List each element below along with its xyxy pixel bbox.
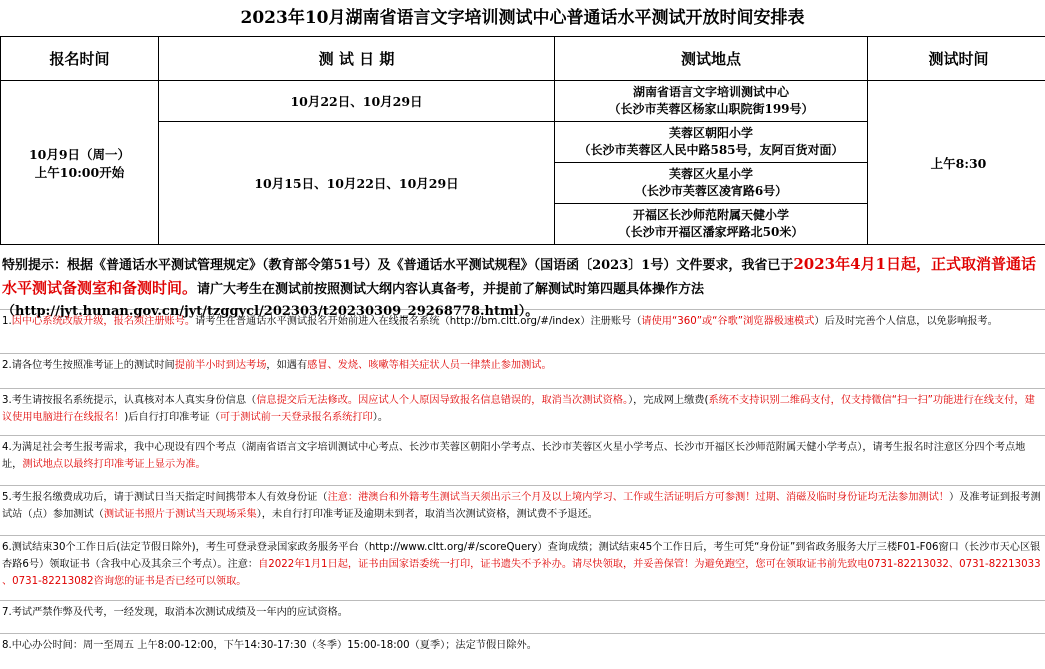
item-text: )后自行打印准考证（ (124, 412, 220, 423)
special-notice (0, 245, 1045, 319)
item-text: 6.测试结束30个工作日后(法定节假日除外)，考生可登录登录国家政务服务平台（http://www.cltt.org/#/scoreQuery）查询成绩；测试结束45个工作日后，考生可凭“身份证”到省政务服务大厅三楼F01-F06窗口（长沙市天心区银杏路6号）领取证书（含我中心及其余三个考点）。注意： (2, 542, 1041, 570)
test-time-cell: 上午8:30 (868, 81, 1045, 245)
item-highlight: 注意：港澳台和外籍考生测试当天须出示三个月及以上境内学习、工作或生活证明后方可参测！过期、消磁及临时身份证均无法参加测试！ (327, 492, 949, 503)
item-highlight: 感冒、发烧、咳嗽等相关症状人员一律禁止参加测试。 (307, 360, 552, 371)
notice-item-2 (0, 353, 1045, 388)
location-cell (555, 122, 868, 163)
table-row (1, 81, 1045, 122)
header-test-time: 测试时间 (868, 37, 1045, 81)
notice-item-5 (0, 485, 1045, 535)
test-dates-others: 10月15日、10月22日、10月29日 (159, 122, 555, 245)
location-name: 湖南省语言文字培训测试中心 (632, 85, 789, 99)
item-text: ），未自行打印准考证及逾期未到者，取消当次测试资格，测试费不予退还。 (256, 509, 598, 520)
item-text: 3.考生请按报名系统提示，认真核对本人真实身份信息（ (2, 395, 257, 406)
item-text: ），完成网上缴费( (628, 395, 709, 406)
location-cell (555, 163, 868, 204)
location-address: （长沙市开福区潘家坪路北50米） (618, 225, 804, 239)
item-highlight: 系统不支持识别二维码支付，仅支持微信“扫一扫”功能进行在线支付，建议使用电脑进行在线报名！ (2, 395, 1035, 423)
location-name: 芙蓉区朝阳小学 (668, 126, 753, 140)
notice-text: 特别提示：根据《普通话水平测试管理规定》（教育部令第51号）及《普通话水平测试规程》（国语函〔2023〕1号）文件要求，我省已于 (2, 258, 794, 273)
item-text: ）及准考证到报考测试站（点）参加测试（ (2, 492, 1041, 520)
item-text: 2.请各位考生按照准考证上的测试时间 (2, 360, 175, 371)
item-text: 7.考试严禁作弊及代考，一经发现，取消本次测试成绩及一年内的应试资格。 (2, 607, 348, 618)
page-title: 2023年10月湖南省语言文字培训测试中心普通话水平测试开放时间安排表 (240, 8, 805, 28)
item-text: ，如遇有 (266, 360, 308, 371)
notice-item-4 (0, 435, 1045, 485)
header-reg-time: 报名时间 (1, 37, 159, 81)
item-highlight: 测试地点以最终打印准考证上显示为准。 (22, 459, 206, 470)
item-text: 8.中心办公时间：周一至周五 上午8:00-12:00，下午14:30-17:30（冬季）15:00-18:00（夏季）；法定节假日除外。 (2, 640, 537, 651)
location-name: 芙蓉区火星小学 (668, 167, 753, 181)
item-text: ）。 (372, 412, 389, 423)
item-highlight: 信息提交后无法修改。因应试人个人原因导致报名信息错误的，取消当次测试资格。 (256, 395, 629, 406)
item-text: 1. (2, 316, 12, 327)
item-highlight: 提前半小时到达考场 (174, 360, 267, 371)
test-dates-center: 10月22日、10月29日 (159, 81, 555, 122)
notice-text: 请广大考生在测试前按照测试大纲内容认真备考，并提前了解测试时第四题具体操作方法（http://jyt.hunan.gov.cn/jyt/tzggycl/202303/t20230309_29268778.html）。 (2, 282, 705, 319)
location-address: （长沙市芙蓉区凌宵路6号） (634, 184, 788, 198)
registration-start: 上午10:00开始 (34, 164, 125, 180)
item-highlight: 可于测试前一天登录报名系统打印 (219, 412, 373, 423)
notice-highlight: 2023年4月1日起，正式取消普通话水平测试备测室和备测时间。 (2, 255, 1036, 297)
notice-item-3 (0, 388, 1045, 435)
header-test-date: 测 试 日 期 (159, 37, 555, 81)
item-text: ）后及时完善个人信息，以免影响报考。 (814, 316, 998, 327)
schedule-table (0, 36, 1045, 245)
item-highlight: 因中心系统改版升级，报名须注册账号。 (11, 316, 196, 327)
item-text: 4.为满足社会考生报考需求，我中心现设有四个考点（湖南省语言文字培训测试中心考点、长沙市芙蓉区朝阳小学考点、长沙市芙蓉区火星小学考点、长沙市开福区长沙师范附属天健小学考点），请考生报名时注意区分四个考点地址， (2, 442, 1026, 470)
item-highlight: 请使用“360”或“谷歌”浏览器极速模式 (641, 316, 815, 327)
notice-item-8 (0, 633, 1045, 656)
location-address: （长沙市芙蓉区人民中路585号，友阿百货对面） (578, 143, 844, 157)
item-text: 请考生在普通话水平测试报名开始前进入在线报名系统（http://bm.cltt.org/#/index）注册账号（ (195, 316, 642, 327)
registration-cell (1, 81, 159, 245)
location-name: 开福区长沙师范附属天健小学 (632, 208, 789, 222)
location-address: （长沙市芙蓉区杨家山职院街199号） (608, 102, 814, 116)
item-highlight: 测试证书照片于测试当天现场采集 (103, 509, 257, 520)
notice-item-7 (0, 600, 1045, 633)
notice-item-1 (0, 309, 1045, 353)
location-cell (555, 204, 868, 245)
header-test-location: 测试地点 (555, 37, 868, 81)
notice-item-6 (0, 535, 1045, 600)
registration-date: 10月9日（周一） (28, 146, 131, 162)
location-cell (555, 81, 868, 122)
item-highlight: 自2022年1月1日起，证书由国家语委统一打印，证书遗失不予补办。请尽快领取，并妥善保管！为避免跑空，您可在领取证书前先致电0731-82213032、0731-82213033 、0731-82213082咨询您的证书是否已经可以领取。 (2, 559, 1041, 587)
item-text: 5.考生报名缴费成功后，请于测试日当天指定时间携带本人有效身份证（ (2, 492, 328, 503)
table-header-row (1, 37, 1045, 81)
